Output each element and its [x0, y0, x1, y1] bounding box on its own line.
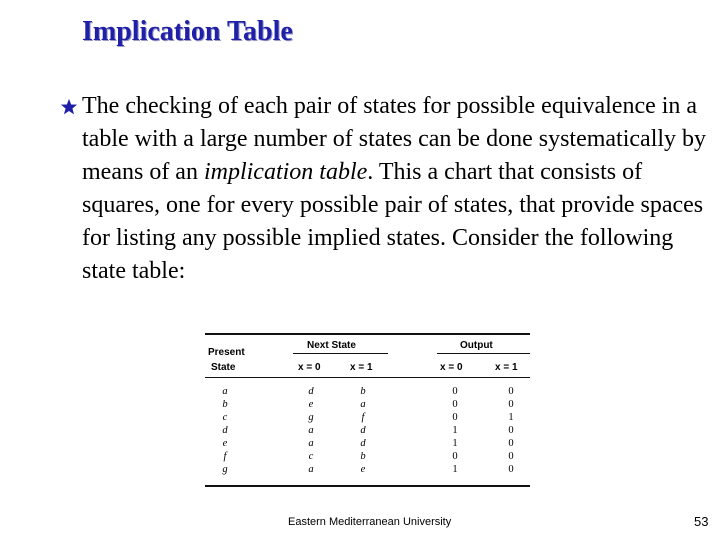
table-cell-out0: 0 [452, 386, 458, 397]
page-number: 53 [694, 514, 709, 529]
sub-header-next-x0: x = 0 [298, 362, 321, 373]
table-cell-present: g [222, 464, 228, 475]
table-cell-next1: d [360, 425, 366, 436]
header-rule [205, 377, 530, 378]
table-bottom-rule [205, 485, 530, 487]
next-state-rule [293, 353, 388, 354]
table-cell-next1: b [360, 386, 366, 397]
header-output: Output [460, 340, 493, 351]
header-present-line1: Present [208, 347, 245, 358]
table-cell-out1: 0 [508, 425, 514, 436]
sub-header-next-x1: x = 1 [350, 362, 373, 373]
body-text-part1: The checking of each pair of states for possible equivalence in a table with a large number of states can be done systematically by means of an [82, 93, 707, 185]
table-cell-next0: a [308, 464, 314, 475]
table-cell-out1: 0 [508, 464, 514, 475]
table-cell-out1: 0 [508, 451, 514, 462]
table-cell-present: a [222, 386, 228, 397]
body-text-italic: implication table [203, 159, 368, 185]
table-cell-out1: 1 [508, 412, 514, 423]
table-cell-present: d [222, 425, 228, 436]
table-cell-out1: 0 [508, 399, 514, 410]
table-cell-present: b [222, 399, 228, 410]
table-cell-out0: 1 [452, 464, 458, 475]
sub-header-out-x1: x = 1 [495, 362, 518, 373]
table-cell-next1: d [360, 438, 366, 449]
table-cell-out0: 0 [452, 412, 458, 423]
table-cell-next0: d [308, 386, 314, 397]
table-cell-next0: a [308, 425, 314, 436]
table-cell-next0: g [308, 412, 314, 423]
table-cell-next1: a [360, 399, 366, 410]
star-icon [60, 98, 78, 116]
table-top-rule [205, 333, 530, 335]
body-paragraph [82, 90, 707, 288]
table-cell-next0: c [308, 451, 314, 462]
header-present-line2: State [211, 362, 236, 373]
sub-header-out-x0: x = 0 [440, 362, 463, 373]
output-rule [437, 353, 530, 354]
table-cell-present: f [223, 451, 227, 462]
table-cell-present: c [222, 412, 228, 423]
table-cell-next1: b [360, 451, 366, 462]
table-cell-out0: 1 [452, 425, 458, 436]
table-cell-out1: 0 [508, 438, 514, 449]
footer-institution: Eastern Mediterranean University [288, 516, 452, 528]
table-cell-next1: f [361, 412, 365, 423]
table-cell-out1: 0 [508, 386, 514, 397]
table-cell-out0: 0 [452, 399, 458, 410]
slide-title: Implication Table [82, 16, 293, 47]
header-next-state: Next State [307, 340, 356, 351]
body-text-part2: . This a chart that consists of squares, one for every possible pair of states, that provide spaces for listing any possible implied states. Consider the following state table: [82, 159, 704, 284]
table-cell-next1: e [360, 464, 366, 475]
table-cell-present: e [222, 438, 228, 449]
table-cell-out0: 1 [452, 438, 458, 449]
table-cell-next0: a [308, 438, 314, 449]
table-cell-next0: e [308, 399, 314, 410]
table-cell-out0: 0 [452, 451, 458, 462]
